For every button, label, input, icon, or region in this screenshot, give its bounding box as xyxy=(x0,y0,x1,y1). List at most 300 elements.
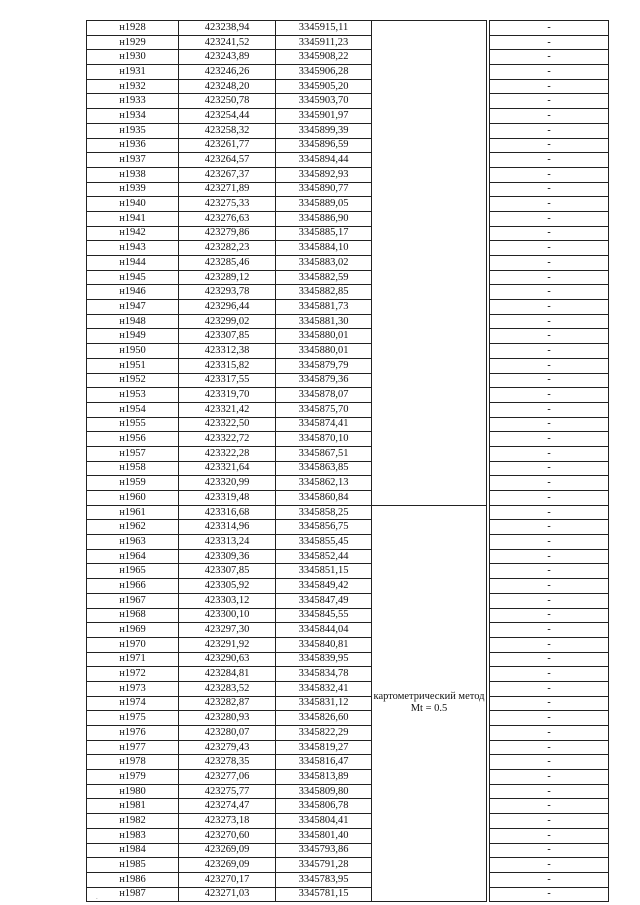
table-row xyxy=(87,476,609,491)
y-coordinate-cell: 3345906,28 xyxy=(276,65,372,80)
table-row xyxy=(87,520,609,535)
y-coordinate-cell: 3345882,59 xyxy=(276,270,372,285)
mark-cell: - xyxy=(490,726,609,741)
method-cell xyxy=(372,21,487,506)
point-id-cell: н1987 xyxy=(87,887,179,902)
point-id-cell: н1928 xyxy=(87,21,179,36)
table-row xyxy=(87,505,609,520)
y-coordinate-cell: 3345875,70 xyxy=(276,402,372,417)
y-coordinate-cell: 3345880,01 xyxy=(276,329,372,344)
x-coordinate-cell: 423314,96 xyxy=(179,520,276,535)
x-coordinate-cell: 423290,63 xyxy=(179,652,276,667)
mark-cell: - xyxy=(490,329,609,344)
point-id-cell: н1938 xyxy=(87,167,179,182)
table-row xyxy=(87,652,609,667)
point-id-cell: н1976 xyxy=(87,726,179,741)
y-coordinate-cell: 3345834,78 xyxy=(276,667,372,682)
point-id-cell: н1947 xyxy=(87,300,179,315)
mark-cell: - xyxy=(490,446,609,461)
mark-cell: - xyxy=(490,109,609,124)
y-coordinate-cell: 3345847,49 xyxy=(276,593,372,608)
y-coordinate-cell: 3345781,15 xyxy=(276,887,372,902)
mark-cell: - xyxy=(490,593,609,608)
y-coordinate-cell: 3345901,97 xyxy=(276,109,372,124)
table-row xyxy=(87,872,609,887)
y-coordinate-cell: 3345882,85 xyxy=(276,285,372,300)
table-row xyxy=(87,461,609,476)
mark-cell: - xyxy=(490,667,609,682)
mark-cell: - xyxy=(490,799,609,814)
point-id-cell: н1970 xyxy=(87,637,179,652)
x-coordinate-cell: 423321,42 xyxy=(179,402,276,417)
x-coordinate-cell: 423279,86 xyxy=(179,226,276,241)
y-coordinate-cell: 3345819,27 xyxy=(276,740,372,755)
mark-cell: - xyxy=(490,623,609,638)
point-id-cell: н1943 xyxy=(87,241,179,256)
mark-cell: - xyxy=(490,300,609,315)
table-row xyxy=(87,770,609,785)
x-coordinate-cell: 423300,10 xyxy=(179,608,276,623)
mark-cell: - xyxy=(490,123,609,138)
table-row xyxy=(87,637,609,652)
mark-cell: - xyxy=(490,344,609,359)
table-row xyxy=(87,329,609,344)
point-id-cell: н1962 xyxy=(87,520,179,535)
point-id-cell: н1939 xyxy=(87,182,179,197)
table-row xyxy=(87,623,609,638)
point-id-cell: н1977 xyxy=(87,740,179,755)
table-row xyxy=(87,858,609,873)
point-id-cell: н1932 xyxy=(87,79,179,94)
mark-cell: - xyxy=(490,711,609,726)
point-id-cell: н1981 xyxy=(87,799,179,814)
table-row xyxy=(87,35,609,50)
x-coordinate-cell: 423271,89 xyxy=(179,182,276,197)
point-id-cell: н1934 xyxy=(87,109,179,124)
x-coordinate-cell: 423282,87 xyxy=(179,696,276,711)
y-coordinate-cell: 3345806,78 xyxy=(276,799,372,814)
point-id-cell: н1978 xyxy=(87,755,179,770)
y-coordinate-cell: 3345881,30 xyxy=(276,314,372,329)
table-row xyxy=(87,593,609,608)
table-row xyxy=(87,535,609,550)
mark-cell: - xyxy=(490,167,609,182)
x-coordinate-cell: 423320,99 xyxy=(179,476,276,491)
mark-cell: - xyxy=(490,858,609,873)
point-id-cell: н1948 xyxy=(87,314,179,329)
x-coordinate-cell: 423246,26 xyxy=(179,65,276,80)
mark-cell: - xyxy=(490,197,609,212)
x-coordinate-cell: 423243,89 xyxy=(179,50,276,65)
x-coordinate-cell: 423258,32 xyxy=(179,123,276,138)
table-row xyxy=(87,226,609,241)
table-row xyxy=(87,300,609,315)
table-row xyxy=(87,667,609,682)
point-id-cell: н1984 xyxy=(87,843,179,858)
x-coordinate-cell: 423282,23 xyxy=(179,241,276,256)
table-row xyxy=(87,79,609,94)
mark-cell: - xyxy=(490,50,609,65)
x-coordinate-cell: 423322,72 xyxy=(179,432,276,447)
point-id-cell: н1929 xyxy=(87,35,179,50)
point-id-cell: н1954 xyxy=(87,402,179,417)
method-cell: картометрический метод Mt = 0.5 xyxy=(372,505,487,902)
mark-cell: - xyxy=(490,388,609,403)
mark-cell: - xyxy=(490,153,609,168)
point-id-cell: н1967 xyxy=(87,593,179,608)
table-row xyxy=(87,358,609,373)
mark-cell: - xyxy=(490,79,609,94)
y-coordinate-cell: 3345826,60 xyxy=(276,711,372,726)
y-coordinate-cell: 3345804,41 xyxy=(276,814,372,829)
y-coordinate-cell: 3345840,81 xyxy=(276,637,372,652)
point-id-cell: н1931 xyxy=(87,65,179,80)
point-id-cell: н1949 xyxy=(87,329,179,344)
y-coordinate-cell: 3345870,10 xyxy=(276,432,372,447)
table-row xyxy=(87,285,609,300)
table-row xyxy=(87,828,609,843)
mark-cell: - xyxy=(490,65,609,80)
mark-cell: - xyxy=(490,549,609,564)
y-coordinate-cell: 3345878,07 xyxy=(276,388,372,403)
mark-cell: - xyxy=(490,314,609,329)
x-coordinate-cell: 423278,35 xyxy=(179,755,276,770)
point-id-cell: н1968 xyxy=(87,608,179,623)
point-id-cell: н1975 xyxy=(87,711,179,726)
mark-cell: - xyxy=(490,432,609,447)
x-coordinate-cell: 423317,55 xyxy=(179,373,276,388)
table-row xyxy=(87,887,609,902)
x-coordinate-cell: 423241,52 xyxy=(179,35,276,50)
coordinates-table xyxy=(86,20,609,902)
y-coordinate-cell: 3345899,39 xyxy=(276,123,372,138)
point-id-cell: н1945 xyxy=(87,270,179,285)
coordinates-table-body xyxy=(87,21,609,902)
y-coordinate-cell: 3345862,13 xyxy=(276,476,372,491)
y-coordinate-cell: 3345801,40 xyxy=(276,828,372,843)
point-id-cell: н1956 xyxy=(87,432,179,447)
y-coordinate-cell: 3345822,29 xyxy=(276,726,372,741)
y-coordinate-cell: 3345845,55 xyxy=(276,608,372,623)
y-coordinate-cell: 3345849,42 xyxy=(276,579,372,594)
mark-cell: - xyxy=(490,505,609,520)
y-coordinate-cell: 3345880,01 xyxy=(276,344,372,359)
x-coordinate-cell: 423307,85 xyxy=(179,329,276,344)
x-coordinate-cell: 423316,68 xyxy=(179,505,276,520)
point-id-cell: н1982 xyxy=(87,814,179,829)
x-coordinate-cell: 423307,85 xyxy=(179,564,276,579)
x-coordinate-cell: 423299,02 xyxy=(179,314,276,329)
mark-cell: - xyxy=(490,740,609,755)
table-row xyxy=(87,446,609,461)
y-coordinate-cell: 3345791,28 xyxy=(276,858,372,873)
point-id-cell: н1952 xyxy=(87,373,179,388)
x-coordinate-cell: 423273,18 xyxy=(179,814,276,829)
y-coordinate-cell: 3345855,45 xyxy=(276,535,372,550)
x-coordinate-cell: 423305,92 xyxy=(179,579,276,594)
mark-cell: - xyxy=(490,828,609,843)
x-coordinate-cell: 423274,47 xyxy=(179,799,276,814)
mark-cell: - xyxy=(490,241,609,256)
point-id-cell: н1955 xyxy=(87,417,179,432)
table-row xyxy=(87,138,609,153)
x-coordinate-cell: 423276,63 xyxy=(179,211,276,226)
x-coordinate-cell: 423279,43 xyxy=(179,740,276,755)
table-row xyxy=(87,344,609,359)
point-id-cell: н1974 xyxy=(87,696,179,711)
point-id-cell: н1964 xyxy=(87,549,179,564)
point-id-cell: н1983 xyxy=(87,828,179,843)
table-row xyxy=(87,197,609,212)
y-coordinate-cell: 3345832,41 xyxy=(276,681,372,696)
mark-cell: - xyxy=(490,461,609,476)
x-coordinate-cell: 423291,92 xyxy=(179,637,276,652)
y-coordinate-cell: 3345884,10 xyxy=(276,241,372,256)
x-coordinate-cell: 423285,46 xyxy=(179,256,276,271)
point-id-cell: н1957 xyxy=(87,446,179,461)
y-coordinate-cell: 3345905,20 xyxy=(276,79,372,94)
table-row xyxy=(87,211,609,226)
x-coordinate-cell: 423248,20 xyxy=(179,79,276,94)
mark-cell: - xyxy=(490,182,609,197)
table-row xyxy=(87,256,609,271)
table-row xyxy=(87,843,609,858)
table-row xyxy=(87,417,609,432)
mark-cell: - xyxy=(490,373,609,388)
y-coordinate-cell: 3345852,44 xyxy=(276,549,372,564)
mark-cell: - xyxy=(490,402,609,417)
x-coordinate-cell: 423250,78 xyxy=(179,94,276,109)
y-coordinate-cell: 3345874,41 xyxy=(276,417,372,432)
point-id-cell: н1944 xyxy=(87,256,179,271)
table-row xyxy=(87,608,609,623)
x-coordinate-cell: 423322,28 xyxy=(179,446,276,461)
point-id-cell: н1930 xyxy=(87,50,179,65)
y-coordinate-cell: 3345903,70 xyxy=(276,94,372,109)
point-id-cell: н1966 xyxy=(87,579,179,594)
y-coordinate-cell: 3345908,22 xyxy=(276,50,372,65)
point-id-cell: н1969 xyxy=(87,623,179,638)
mark-cell: - xyxy=(490,535,609,550)
point-id-cell: н1935 xyxy=(87,123,179,138)
mark-cell: - xyxy=(490,696,609,711)
x-coordinate-cell: 423270,60 xyxy=(179,828,276,843)
point-id-cell: н1986 xyxy=(87,872,179,887)
mark-cell: - xyxy=(490,784,609,799)
y-coordinate-cell: 3345793,86 xyxy=(276,843,372,858)
x-coordinate-cell: 423322,50 xyxy=(179,417,276,432)
x-coordinate-cell: 423283,52 xyxy=(179,681,276,696)
x-coordinate-cell: 423269,09 xyxy=(179,843,276,858)
y-coordinate-cell: 3345892,93 xyxy=(276,167,372,182)
table-row xyxy=(87,784,609,799)
table-row xyxy=(87,711,609,726)
point-id-cell: н1953 xyxy=(87,388,179,403)
y-coordinate-cell: 3345851,15 xyxy=(276,564,372,579)
y-coordinate-cell: 3345813,89 xyxy=(276,770,372,785)
x-coordinate-cell: 423275,77 xyxy=(179,784,276,799)
x-coordinate-cell: 423319,48 xyxy=(179,491,276,506)
table-row xyxy=(87,65,609,80)
x-coordinate-cell: 423319,70 xyxy=(179,388,276,403)
mark-cell: - xyxy=(490,226,609,241)
y-coordinate-cell: 3345867,51 xyxy=(276,446,372,461)
mark-cell: - xyxy=(490,21,609,36)
x-coordinate-cell: 423303,12 xyxy=(179,593,276,608)
point-id-cell: н1959 xyxy=(87,476,179,491)
y-coordinate-cell: 3345860,84 xyxy=(276,491,372,506)
mark-cell: - xyxy=(490,755,609,770)
table-row xyxy=(87,681,609,696)
point-id-cell: н1933 xyxy=(87,94,179,109)
point-id-cell: н1979 xyxy=(87,770,179,785)
mark-cell: - xyxy=(490,491,609,506)
mark-cell: - xyxy=(490,358,609,373)
x-coordinate-cell: 423264,57 xyxy=(179,153,276,168)
x-coordinate-cell: 423238,94 xyxy=(179,21,276,36)
point-id-cell: н1940 xyxy=(87,197,179,212)
x-coordinate-cell: 423261,77 xyxy=(179,138,276,153)
mark-cell: - xyxy=(490,770,609,785)
table-row xyxy=(87,549,609,564)
x-coordinate-cell: 423296,44 xyxy=(179,300,276,315)
point-id-cell: н1972 xyxy=(87,667,179,682)
mark-cell: - xyxy=(490,35,609,50)
y-coordinate-cell: 3345844,04 xyxy=(276,623,372,638)
mark-cell: - xyxy=(490,417,609,432)
x-coordinate-cell: 423277,06 xyxy=(179,770,276,785)
table-row xyxy=(87,153,609,168)
point-id-cell: н1960 xyxy=(87,491,179,506)
table-row xyxy=(87,21,609,36)
mark-cell: - xyxy=(490,872,609,887)
mark-cell: - xyxy=(490,270,609,285)
x-coordinate-cell: 423309,36 xyxy=(179,549,276,564)
x-coordinate-cell: 423267,37 xyxy=(179,167,276,182)
mark-cell: - xyxy=(490,256,609,271)
y-coordinate-cell: 3345890,77 xyxy=(276,182,372,197)
x-coordinate-cell: 423270,17 xyxy=(179,872,276,887)
x-coordinate-cell: 423321,64 xyxy=(179,461,276,476)
mark-cell: - xyxy=(490,843,609,858)
y-coordinate-cell: 3345879,79 xyxy=(276,358,372,373)
mark-cell: - xyxy=(490,652,609,667)
point-id-cell: н1965 xyxy=(87,564,179,579)
table-row xyxy=(87,241,609,256)
table-row xyxy=(87,799,609,814)
table-row xyxy=(87,109,609,124)
point-id-cell: н1936 xyxy=(87,138,179,153)
y-coordinate-cell: 3345783,95 xyxy=(276,872,372,887)
table-row xyxy=(87,740,609,755)
table-row xyxy=(87,696,609,711)
table-row xyxy=(87,726,609,741)
table-row xyxy=(87,314,609,329)
mark-cell: - xyxy=(490,637,609,652)
table-row xyxy=(87,564,609,579)
y-coordinate-cell: 3345911,23 xyxy=(276,35,372,50)
x-coordinate-cell: 423275,33 xyxy=(179,197,276,212)
mark-cell: - xyxy=(490,814,609,829)
y-coordinate-cell: 3345883,02 xyxy=(276,256,372,271)
mark-cell: - xyxy=(490,285,609,300)
mark-cell: - xyxy=(490,579,609,594)
point-id-cell: н1961 xyxy=(87,505,179,520)
point-id-cell: н1958 xyxy=(87,461,179,476)
y-coordinate-cell: 3345856,75 xyxy=(276,520,372,535)
table-row xyxy=(87,270,609,285)
x-coordinate-cell: 423312,38 xyxy=(179,344,276,359)
table-row xyxy=(87,123,609,138)
x-coordinate-cell: 423293,78 xyxy=(179,285,276,300)
table-row xyxy=(87,94,609,109)
table-row xyxy=(87,182,609,197)
y-coordinate-cell: 3345894,44 xyxy=(276,153,372,168)
table-row xyxy=(87,755,609,770)
point-id-cell: н1937 xyxy=(87,153,179,168)
mark-cell: - xyxy=(490,476,609,491)
point-id-cell: н1973 xyxy=(87,681,179,696)
mark-cell: - xyxy=(490,887,609,902)
point-id-cell: н1951 xyxy=(87,358,179,373)
table-row xyxy=(87,402,609,417)
y-coordinate-cell: 3345885,17 xyxy=(276,226,372,241)
y-coordinate-cell: 3345915,11 xyxy=(276,21,372,36)
point-id-cell: н1946 xyxy=(87,285,179,300)
x-coordinate-cell: 423289,12 xyxy=(179,270,276,285)
y-coordinate-cell: 3345896,59 xyxy=(276,138,372,153)
y-coordinate-cell: 3345889,05 xyxy=(276,197,372,212)
y-coordinate-cell: 3345816,47 xyxy=(276,755,372,770)
x-coordinate-cell: 423280,93 xyxy=(179,711,276,726)
mark-cell: - xyxy=(490,681,609,696)
mark-cell: - xyxy=(490,211,609,226)
y-coordinate-cell: 3345881,73 xyxy=(276,300,372,315)
point-id-cell: н1971 xyxy=(87,652,179,667)
y-coordinate-cell: 3345879,36 xyxy=(276,373,372,388)
table-row xyxy=(87,579,609,594)
page-footnote: . xyxy=(96,893,100,901)
x-coordinate-cell: 423269,09 xyxy=(179,858,276,873)
y-coordinate-cell: 3345858,25 xyxy=(276,505,372,520)
y-coordinate-cell: 3345886,90 xyxy=(276,211,372,226)
x-coordinate-cell: 423271,03 xyxy=(179,887,276,902)
x-coordinate-cell: 423284,81 xyxy=(179,667,276,682)
mark-cell: - xyxy=(490,608,609,623)
mark-cell: - xyxy=(490,564,609,579)
point-id-cell: н1950 xyxy=(87,344,179,359)
x-coordinate-cell: 423297,30 xyxy=(179,623,276,638)
y-coordinate-cell: 3345839,95 xyxy=(276,652,372,667)
point-id-cell: н1963 xyxy=(87,535,179,550)
y-coordinate-cell: 3345831,12 xyxy=(276,696,372,711)
table-row xyxy=(87,167,609,182)
table-row xyxy=(87,432,609,447)
y-coordinate-cell: 3345809,80 xyxy=(276,784,372,799)
x-coordinate-cell: 423313,24 xyxy=(179,535,276,550)
table-row xyxy=(87,50,609,65)
table-row xyxy=(87,491,609,506)
point-id-cell: н1985 xyxy=(87,858,179,873)
mark-cell: - xyxy=(490,94,609,109)
y-coordinate-cell: 3345863,85 xyxy=(276,461,372,476)
point-id-cell: н1980 xyxy=(87,784,179,799)
x-coordinate-cell: 423254,44 xyxy=(179,109,276,124)
x-coordinate-cell: 423315,82 xyxy=(179,358,276,373)
point-id-cell: н1941 xyxy=(87,211,179,226)
x-coordinate-cell: 423280,07 xyxy=(179,726,276,741)
mark-cell: - xyxy=(490,138,609,153)
